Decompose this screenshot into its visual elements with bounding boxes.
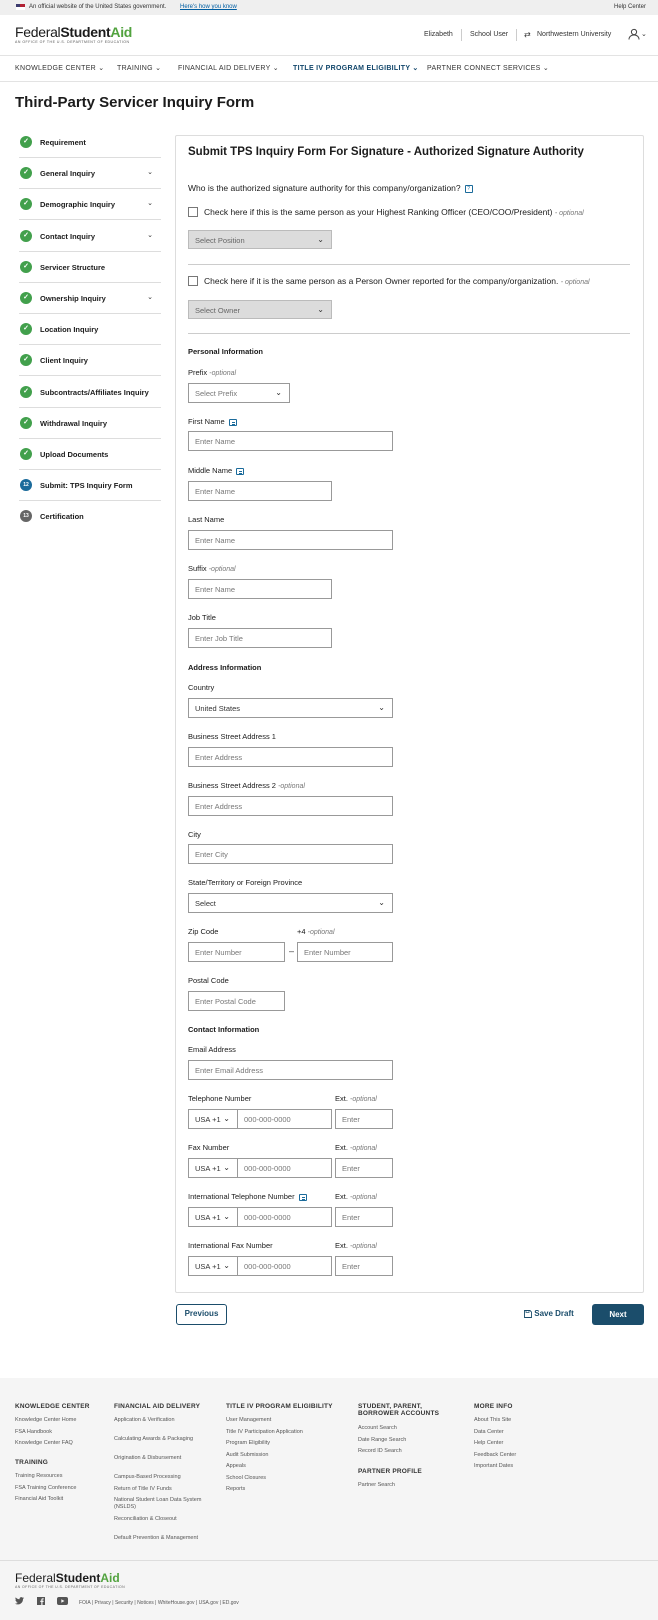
prefix-select[interactable]: Select Prefix ⌄ bbox=[188, 383, 290, 403]
footer-link[interactable]: National Student Loan Data System (NSLDS) bbox=[114, 1497, 202, 1510]
sidebar-step-label: Demographic Inquiry bbox=[40, 200, 116, 210]
us-flag-icon bbox=[16, 4, 25, 10]
position-select[interactable]: Select Position ⌄ bbox=[188, 230, 332, 249]
personal-information-heading: Personal Information bbox=[188, 347, 264, 356]
footer-link[interactable]: Partner Search bbox=[358, 1482, 395, 1488]
first-name-input[interactable]: Enter Name bbox=[188, 431, 393, 451]
section-divider bbox=[188, 333, 630, 334]
chevron-down-icon: ⌄ bbox=[317, 235, 324, 244]
check-circle-icon: ✓ bbox=[20, 198, 32, 210]
footer-link[interactable]: Program Eligibility bbox=[226, 1440, 271, 1446]
header-divider bbox=[461, 29, 462, 41]
sidebar-step-label: Servicer Structure bbox=[40, 262, 106, 272]
ext-label: Ext. -optional bbox=[335, 1094, 377, 1103]
sidebar-step[interactable] bbox=[19, 252, 161, 283]
street2-input[interactable]: Enter Address bbox=[188, 796, 393, 816]
country-label: Country bbox=[188, 683, 215, 692]
sidebar-step-label: Withdrawal Inquiry bbox=[40, 418, 108, 428]
footer-link[interactable]: Financial Aid Toolkit bbox=[15, 1496, 64, 1502]
chevron-down-icon: ⌄ bbox=[378, 703, 385, 712]
footer-link[interactable]: Account Search bbox=[358, 1425, 397, 1431]
footer-column-heading: FINANCIAL AID DELIVERY bbox=[114, 1403, 201, 1410]
nav-divider-line bbox=[0, 81, 658, 82]
footer-column-heading: MORE INFO bbox=[474, 1403, 513, 1410]
first-name-label: First Name bbox=[188, 417, 237, 426]
sidebar-step[interactable] bbox=[19, 377, 161, 408]
phone-input[interactable]: 000-000-0000 bbox=[237, 1256, 332, 1276]
city-label: City bbox=[188, 830, 201, 839]
ext-label: Ext. -optional bbox=[335, 1143, 377, 1152]
next-button[interactable]: Next bbox=[592, 1304, 644, 1325]
state-label: State/Territory or Foreign Province bbox=[188, 878, 303, 887]
same-as-highest-officer-checkbox[interactable] bbox=[188, 207, 198, 217]
sidebar-step[interactable] bbox=[19, 470, 161, 501]
check-circle-icon: ✓ bbox=[20, 417, 32, 429]
same-as-highest-officer-label: Check here if this is the same person as your Highest Ranking Officer (CEO/COO/President) - optional bbox=[204, 207, 584, 217]
zip-label: Zip Code bbox=[188, 927, 219, 936]
facebook-icon[interactable] bbox=[37, 1597, 45, 1607]
footer-link[interactable]: Data Center bbox=[474, 1428, 504, 1435]
footer-link[interactable]: School Closures bbox=[226, 1474, 267, 1481]
postal-code-input[interactable]: Enter Postal Code bbox=[188, 991, 285, 1011]
footer-column-heading: TRAINING bbox=[15, 1459, 49, 1466]
sidebar-step-label: General Inquiry bbox=[40, 169, 96, 179]
footer-link[interactable]: User Management bbox=[226, 1417, 272, 1423]
check-circle-icon: ✓ bbox=[20, 386, 32, 398]
ext-label: Ext. -optional bbox=[335, 1192, 377, 1201]
check-circle-icon: ✓ bbox=[20, 167, 32, 179]
ext-input[interactable]: Enter bbox=[335, 1207, 393, 1227]
gov-banner-text: An official website of the United States government. bbox=[29, 4, 167, 10]
header-divider bbox=[516, 29, 517, 41]
footer-link[interactable]: Date Range Search bbox=[358, 1436, 407, 1443]
check-circle-icon: ✓ bbox=[20, 354, 32, 366]
save-icon bbox=[524, 1309, 532, 1318]
sidebar-step[interactable] bbox=[19, 189, 161, 220]
last-name-label: Last Name bbox=[188, 515, 225, 524]
job-title-input[interactable]: Enter Job Title bbox=[188, 628, 332, 648]
footer-link[interactable]: Campus-Based Processing bbox=[114, 1474, 181, 1480]
user-role[interactable]: School User bbox=[470, 31, 509, 38]
check-circle-icon: ✓ bbox=[20, 136, 32, 148]
phone-label: Fax Number bbox=[188, 1143, 230, 1152]
footer-link[interactable]: Application & Verification bbox=[114, 1417, 175, 1423]
country-select[interactable]: United States ⌄ bbox=[188, 698, 393, 718]
sidebar-step[interactable] bbox=[19, 501, 161, 532]
chevron-down-icon[interactable]: ⌄ bbox=[147, 294, 153, 301]
chevron-down-icon: ⌄ bbox=[272, 65, 279, 72]
footer-link[interactable]: FSA Training Conference bbox=[15, 1484, 77, 1491]
zip4-input[interactable]: Enter Number bbox=[297, 942, 393, 962]
footer-divider bbox=[0, 1560, 658, 1561]
footer-link[interactable]: Record ID Search bbox=[358, 1448, 402, 1454]
zip-input[interactable]: Enter Number bbox=[188, 942, 285, 962]
chevron-down-icon[interactable]: ⌄ bbox=[147, 200, 153, 208]
middle-name-label: Middle Name bbox=[188, 466, 244, 475]
country-code-select[interactable]: USA +1 ⌄ bbox=[188, 1256, 238, 1276]
phone-input[interactable]: 000-000-0000 bbox=[237, 1109, 332, 1129]
check-circle-icon: ✓ bbox=[20, 261, 32, 273]
sidebar-step[interactable] bbox=[19, 439, 161, 470]
chevron-down-icon[interactable]: ⌄ bbox=[147, 231, 153, 239]
signature-authority-question: Who is the authorized signature authority for this company/organization? ? bbox=[188, 183, 473, 193]
prefix-label: Prefix -optional bbox=[188, 368, 237, 377]
page-title: Third-Party Servicer Inquiry Form bbox=[15, 94, 255, 111]
country-code-select[interactable]: USA +1 ⌄ bbox=[188, 1109, 238, 1129]
email-label: Email Address bbox=[188, 1045, 236, 1054]
footer-link[interactable]: About This Site bbox=[474, 1417, 512, 1423]
chevron-down-icon: ⌄ bbox=[98, 65, 105, 72]
address-information-heading: Address Information bbox=[188, 663, 262, 672]
footer-link[interactable]: Appeals bbox=[226, 1463, 246, 1469]
street1-input[interactable]: Enter Address bbox=[188, 747, 393, 767]
footer-link[interactable]: FSA Handbook bbox=[15, 1428, 52, 1435]
info-icon[interactable] bbox=[229, 419, 237, 426]
sidebar-step-label: Requirement bbox=[40, 138, 86, 147]
user-account-icon[interactable] bbox=[628, 28, 640, 43]
chevron-down-icon: ⌄ bbox=[317, 305, 324, 314]
chevron-down-icon: ⌄ bbox=[378, 898, 385, 907]
nav-partner-connect-services[interactable]: PARTNER CONNECT SERVICES ⌄ bbox=[427, 65, 550, 72]
footer-link[interactable]: Title IV Participation Application bbox=[226, 1428, 303, 1435]
street2-label: Business Street Address 2 -optional bbox=[188, 781, 305, 790]
contact-information-heading: Contact Information bbox=[188, 1025, 260, 1034]
footer-column-heading: STUDENT, PARENT, BORROWER ACCOUNTS bbox=[358, 1403, 440, 1417]
sidebar-step[interactable] bbox=[19, 158, 161, 189]
step-number-icon: 13 bbox=[20, 510, 32, 522]
footer-logo-subtitle: AN OFFICE OF THE U.S. DEPARTMENT OF EDUCATION bbox=[15, 1585, 126, 1589]
logo-subtitle: AN OFFICE OF THE U.S. DEPARTMENT OF EDUCATION bbox=[15, 40, 130, 44]
footer-link[interactable]: Origination & Disbursement bbox=[114, 1455, 182, 1461]
sidebar-step-label: Subcontracts/Affiliates Inquiry bbox=[40, 387, 149, 397]
check-circle-icon: ✓ bbox=[20, 323, 32, 335]
owner-select[interactable]: Select Owner ⌄ bbox=[188, 300, 332, 319]
save-draft-button[interactable]: Save Draft bbox=[524, 1309, 574, 1318]
sidebar-step-label: Contact Inquiry bbox=[40, 231, 96, 241]
sidebar-step[interactable] bbox=[19, 283, 161, 314]
last-name-input[interactable]: Enter Name bbox=[188, 530, 393, 550]
chevron-down-icon[interactable]: ⌄ bbox=[147, 169, 153, 177]
nav-financial-aid-delivery[interactable]: FINANCIAL AID DELIVERY ⌄ bbox=[178, 65, 279, 72]
header-divider-line bbox=[0, 55, 658, 56]
email-input[interactable]: Enter Email Address bbox=[188, 1060, 393, 1080]
chevron-down-icon: ⌄ bbox=[223, 1163, 230, 1172]
sidebar-step-label: Submit: TPS Inquiry Form bbox=[40, 481, 133, 491]
footer-link[interactable]: Audit Submission bbox=[226, 1451, 269, 1458]
twitter-icon[interactable] bbox=[15, 1597, 24, 1607]
school-name[interactable]: Northwestern University bbox=[537, 31, 612, 38]
user-name[interactable]: Elizabeth bbox=[424, 31, 453, 38]
suffix-input[interactable]: Enter Name bbox=[188, 579, 332, 599]
gov-banner bbox=[0, 0, 658, 15]
postal-code-label: Postal Code bbox=[188, 976, 229, 985]
chevron-down-icon: ⌄ bbox=[275, 388, 282, 397]
chevron-down-icon: ⌄ bbox=[223, 1114, 230, 1123]
chevron-down-icon: ⌄ bbox=[155, 65, 162, 72]
phone-label: Telephone Number bbox=[188, 1094, 252, 1103]
footer-column-heading: TITLE IV PROGRAM ELIGIBILITY bbox=[226, 1403, 333, 1410]
footer-link[interactable]: Calculating Awards & Packaging bbox=[114, 1436, 194, 1442]
same-as-person-owner-label: Check here if it is the same person as a Person Owner reported for the company/organization. - optional bbox=[204, 276, 590, 286]
sidebar-step-label: Location Inquiry bbox=[40, 325, 99, 335]
zip-separator: – bbox=[289, 946, 295, 956]
country-code-select[interactable]: USA +1 ⌄ bbox=[188, 1207, 238, 1227]
footer-link[interactable]: Reconciliation & Closeout bbox=[114, 1516, 177, 1522]
sidebar-step[interactable] bbox=[19, 127, 161, 158]
youtube-icon[interactable] bbox=[57, 1597, 68, 1607]
check-circle-icon: ✓ bbox=[20, 448, 32, 460]
footer-column-heading: PARTNER PROFILE bbox=[358, 1468, 422, 1475]
footer-fsa-logo[interactable]: FederalStudentAid bbox=[15, 1571, 120, 1585]
footer-link[interactable]: Feedback Center bbox=[474, 1451, 517, 1458]
sidebar-step-label: Upload Documents bbox=[40, 450, 109, 459]
phone-label: International Telephone Number bbox=[188, 1192, 307, 1201]
country-code-select[interactable]: USA +1 ⌄ bbox=[188, 1158, 238, 1178]
zip4-label: +4 -optional bbox=[297, 927, 335, 936]
phone-input[interactable]: 000-000-0000 bbox=[237, 1158, 332, 1178]
previous-button[interactable]: Previous bbox=[176, 1304, 227, 1325]
state-select[interactable]: Select ⌄ bbox=[188, 893, 393, 913]
footer-column-heading: KNOWLEDGE CENTER bbox=[15, 1403, 90, 1410]
chevron-down-icon: ⌄ bbox=[223, 1212, 230, 1221]
chevron-down-icon[interactable]: ⌄ bbox=[641, 31, 647, 38]
phone-label: International Fax Number bbox=[188, 1241, 273, 1250]
phone-input[interactable]: 000-000-0000 bbox=[237, 1207, 332, 1227]
step-number-icon: 12 bbox=[20, 479, 32, 491]
footer-link[interactable]: Knowledge Center FAQ bbox=[15, 1440, 73, 1446]
footer-link[interactable]: Reports bbox=[226, 1486, 246, 1492]
check-circle-icon: ✓ bbox=[20, 292, 32, 304]
sidebar-step[interactable] bbox=[19, 221, 161, 252]
suffix-label: Suffix -optional bbox=[188, 564, 236, 573]
ext-input[interactable]: Enter bbox=[335, 1158, 393, 1178]
sidebar-step[interactable] bbox=[19, 314, 161, 345]
switch-icon[interactable]: ⇄ bbox=[524, 30, 531, 39]
sidebar-step-label: Certification bbox=[40, 512, 84, 522]
nav-title-iv-program-eligibility[interactable]: TITLE IV PROGRAM ELIGIBILITY ⌄ bbox=[293, 65, 419, 72]
chevron-down-icon: ⌄ bbox=[542, 65, 550, 72]
footer-link[interactable]: Help Center bbox=[474, 1440, 504, 1446]
sidebar-step[interactable] bbox=[19, 408, 161, 439]
sidebar-step[interactable] bbox=[19, 345, 161, 376]
middle-name-input[interactable]: Enter Name bbox=[188, 481, 332, 501]
footer-link[interactable]: Default Prevention & Management bbox=[114, 1535, 199, 1541]
street1-label: Business Street Address 1 bbox=[188, 732, 276, 741]
heres-how-you-know-link[interactable]: Here's how you know bbox=[180, 4, 237, 10]
nav-knowledge-center[interactable]: KNOWLEDGE CENTER ⌄ bbox=[15, 65, 105, 72]
same-as-person-owner-checkbox[interactable] bbox=[188, 276, 198, 286]
form-title: Submit TPS Inquiry Form For Signature - Authorized Signature Authority bbox=[188, 146, 584, 158]
info-icon[interactable] bbox=[236, 468, 244, 475]
help-center-link[interactable]: Help Center bbox=[613, 4, 646, 10]
ext-input[interactable]: Enter bbox=[335, 1109, 393, 1129]
sidebar-step-label: Client Inquiry bbox=[40, 356, 88, 366]
chevron-down-icon: ⌄ bbox=[223, 1261, 230, 1270]
sidebar-step-label: Ownership Inquiry bbox=[40, 294, 106, 303]
fsa-logo[interactable]: FederalStudentAid bbox=[15, 24, 133, 40]
footer-link[interactable]: Return of Title IV Funds bbox=[114, 1485, 172, 1492]
footer-legal-links[interactable]: FOIA | Privacy | Security | Notices | WhiteHouse.gov | USA.gov | ED.gov bbox=[79, 1600, 239, 1606]
job-title-label: Job Title bbox=[188, 613, 216, 622]
info-icon[interactable] bbox=[299, 1194, 307, 1201]
footer-link[interactable]: Important Dates bbox=[474, 1463, 514, 1469]
help-icon[interactable]: ? bbox=[465, 185, 473, 193]
ext-input[interactable]: Enter bbox=[335, 1256, 393, 1276]
chevron-down-icon: ⌄ bbox=[412, 65, 419, 72]
city-input[interactable]: Enter City bbox=[188, 844, 393, 864]
check-circle-icon: ✓ bbox=[20, 230, 32, 242]
footer-link[interactable]: Knowledge Center Home bbox=[15, 1417, 77, 1423]
nav-training[interactable]: TRAINING ⌄ bbox=[117, 65, 162, 72]
ext-label: Ext. -optional bbox=[335, 1241, 377, 1250]
section-divider bbox=[188, 264, 630, 265]
footer-link[interactable]: Training Resources bbox=[15, 1473, 63, 1479]
